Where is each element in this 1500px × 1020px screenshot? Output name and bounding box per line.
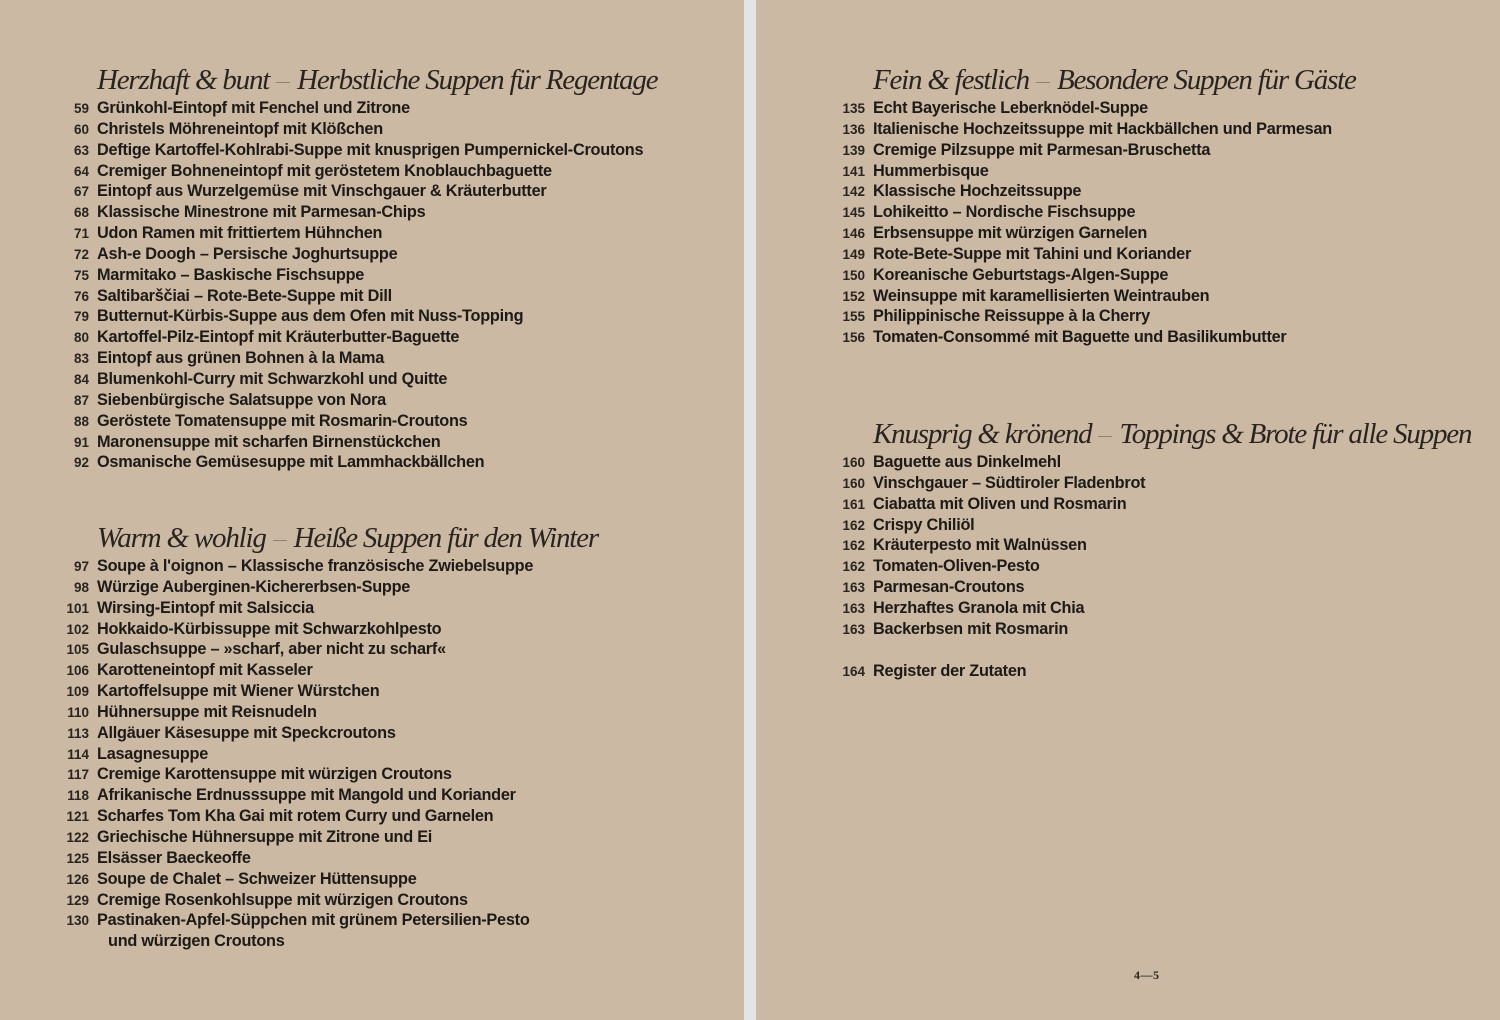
page-number: 163 xyxy=(842,621,865,637)
toc-entry xyxy=(97,931,533,952)
entry-title: Koreanische Geburtstags-Algen-Suppe xyxy=(873,265,1169,284)
toc-entry xyxy=(73,432,643,453)
page-number: 126 xyxy=(66,871,89,887)
toc-entry xyxy=(73,202,643,223)
entry-title: Tomaten-Consommé mit Baguette und Basilikumbutter xyxy=(873,328,1287,347)
toc-entry xyxy=(73,223,643,244)
entry-title: Backerbsen mit Rosmarin xyxy=(873,619,1069,638)
page-number: 101 xyxy=(66,600,89,616)
page-number: 80 xyxy=(73,330,89,346)
entry-title: Parmesan-Croutons xyxy=(873,578,1025,597)
page-number: 114 xyxy=(67,746,89,762)
toc-entry xyxy=(73,556,534,577)
section-title-sub: Heiße Suppen für den Winter xyxy=(293,522,598,554)
page-number: 106 xyxy=(66,663,89,679)
entry-title: Eintopf aus grünen Bohnen à la Mama xyxy=(97,349,385,368)
toc-entry xyxy=(66,827,533,848)
left-page xyxy=(0,0,744,1020)
toc-entry-list xyxy=(73,98,644,473)
entry-title: Deftige Kartoffel-Kohlrabi-Suppe mit knusprigen Pumpernickel-Croutons xyxy=(97,140,644,159)
entry-title: Herzhaftes Granola mit Chia xyxy=(873,598,1085,617)
page-number: 71 xyxy=(73,226,89,242)
toc-entry xyxy=(73,98,643,119)
page-number: 79 xyxy=(73,309,89,325)
toc-entry xyxy=(842,556,1145,577)
entry-title: Vinschgauer – Südtiroler Fladenbrot xyxy=(873,473,1146,492)
toc-entry xyxy=(842,98,1332,119)
entry-title: Cremige Pilzsuppe mit Parmesan-Bruschetta xyxy=(873,140,1211,159)
page-folio: 4—5 xyxy=(1134,968,1160,982)
entry-title: Register der Zutaten xyxy=(873,662,1027,680)
toc-entry xyxy=(66,619,533,640)
entry-title: Ash-e Doogh – Persische Joghurtsuppe xyxy=(97,244,398,263)
page-number: 84 xyxy=(73,371,89,387)
page-number: 163 xyxy=(842,580,865,596)
toc-entry xyxy=(842,327,1332,348)
entry-title: Karotteneintopf mit Kasseler xyxy=(97,661,313,680)
toc-entry xyxy=(73,286,643,307)
entry-title: Grünkohl-Eintopf mit Fenchel und Zitrone xyxy=(97,99,410,117)
toc-entry-list xyxy=(842,98,1332,348)
page-number: 113 xyxy=(67,725,89,741)
toc-entry xyxy=(842,265,1332,286)
page-number: 156 xyxy=(842,330,865,346)
entry-title: Gulaschsuppe – »scharf, aber nicht zu scharf« xyxy=(97,640,446,659)
page-number: 91 xyxy=(73,434,89,450)
entry-title: Hühnersuppe mit Reisnudeln xyxy=(97,702,317,721)
toc-entry xyxy=(842,494,1145,515)
title-dash xyxy=(273,540,287,541)
toc-entry xyxy=(67,764,533,785)
toc-entry xyxy=(66,806,533,827)
page-number: 83 xyxy=(73,351,89,367)
page-number: 110 xyxy=(67,704,89,720)
title-dash xyxy=(276,82,290,83)
toc-entry xyxy=(842,244,1332,265)
toc-entry xyxy=(842,181,1332,202)
entry-title: Christels Möhreneintopf mit Klößchen xyxy=(97,119,383,138)
toc-entry xyxy=(73,140,644,161)
section-title xyxy=(873,63,1356,97)
section-title-sub: Herbstliche Suppen für Regentage xyxy=(297,64,658,96)
entry-title: Italienische Hochzeitssuppe mit Hackbällchen und Parmesan xyxy=(873,119,1332,138)
page-number: 160 xyxy=(842,455,865,470)
entry-title: Baguette aus Dinkelmehl xyxy=(873,453,1061,471)
toc-entry xyxy=(842,306,1332,327)
section-title xyxy=(97,521,598,555)
toc-entry xyxy=(842,202,1332,223)
section-title xyxy=(873,417,1471,451)
entry-title: Maronensuppe mit scharfen Birnenstückchen xyxy=(97,432,441,451)
entry-title: und würzigen Croutons xyxy=(108,932,285,951)
entry-title: Ciabatta mit Oliven und Rosmarin xyxy=(873,494,1127,513)
toc-entry xyxy=(842,535,1145,556)
toc-entry xyxy=(842,598,1145,619)
entry-title: Eintopf aus Wurzelgemüse mit Vinschgauer & Kräuterbutter xyxy=(97,182,547,201)
toc-entry xyxy=(73,369,643,390)
section-title-main: Warm & wohlig xyxy=(97,522,266,554)
toc-entry xyxy=(66,848,533,869)
page-number: 136 xyxy=(842,121,865,137)
entry-title: Soupe à l'oignon – Klassische französische Zwiebelsuppe xyxy=(97,557,534,575)
entry-title: Udon Ramen mit frittiertem Hühnchen xyxy=(97,224,383,243)
page-number: 164 xyxy=(842,664,865,679)
entry-title: Lohikeitto – Nordische Fischsuppe xyxy=(873,203,1136,222)
entry-title: Klassische Minestrone mit Parmesan-Chips xyxy=(97,203,426,222)
toc-entry xyxy=(73,327,643,348)
page-number: 162 xyxy=(842,538,865,554)
entry-title: Hummerbisque xyxy=(873,161,989,180)
toc-entry xyxy=(842,661,1027,682)
page-number: 162 xyxy=(842,517,865,533)
page-number: 109 xyxy=(66,684,89,700)
toc-entry xyxy=(73,119,643,140)
toc-entry xyxy=(66,598,533,619)
toc-entry xyxy=(842,286,1332,307)
section-title xyxy=(97,63,657,97)
toc-entry xyxy=(66,890,533,911)
page-number: 150 xyxy=(842,267,865,283)
page-number: 139 xyxy=(842,142,865,158)
entry-title: Allgäuer Käsesuppe mit Speckcroutons xyxy=(97,723,396,742)
toc-entry xyxy=(67,744,533,765)
toc-entry xyxy=(842,161,1332,182)
page-number: 72 xyxy=(73,246,89,262)
entry-title: Siebenbürgische Salatsuppe von Nora xyxy=(97,390,386,409)
toc-entry xyxy=(73,306,643,327)
toc-entry xyxy=(73,411,643,432)
page-number: 163 xyxy=(842,600,865,616)
toc-entry xyxy=(73,390,643,411)
entry-title: Geröstete Tomatensuppe mit Rosmarin-Croutons xyxy=(97,411,468,430)
toc-entry xyxy=(73,265,643,286)
entry-title: Elsässer Baeckeoffe xyxy=(97,848,251,867)
page-number: 130 xyxy=(66,913,89,929)
title-dash xyxy=(1036,82,1050,83)
page-number: 149 xyxy=(842,246,865,262)
toc-entry xyxy=(66,869,533,890)
entry-title: Weinsuppe mit karamellisierten Weintrauben xyxy=(873,286,1210,305)
toc-entry xyxy=(842,452,1145,473)
entry-title: Echt Bayerische Leberknödel-Suppe xyxy=(873,99,1148,117)
page-number: 98 xyxy=(73,579,89,595)
toc-entry xyxy=(67,723,533,744)
section-title-sub: Toppings & Brote für alle Suppen xyxy=(1119,418,1472,450)
toc-entry xyxy=(67,702,533,723)
page-number: 160 xyxy=(842,475,865,491)
page-number: 76 xyxy=(73,288,89,304)
page-number: 135 xyxy=(842,101,865,116)
page-number: 75 xyxy=(73,267,89,283)
section-title-main: Fein & festlich xyxy=(873,64,1029,96)
entry-title: Würzige Auberginen-Kichererbsen-Suppe xyxy=(97,577,411,596)
entry-title: Blumenkohl-Curry mit Schwarzkohl und Quitte xyxy=(97,369,448,388)
book-gutter xyxy=(744,0,756,1020)
page-number: 125 xyxy=(66,850,89,866)
page-number: 142 xyxy=(842,184,865,200)
entry-title: Marmitako – Baskische Fischsuppe xyxy=(97,265,365,284)
toc-entry xyxy=(842,223,1332,244)
toc-entry xyxy=(73,181,643,202)
entry-title: Kartoffelsuppe mit Wiener Würstchen xyxy=(97,682,380,701)
entry-title: Philippinische Reissuppe à la Cherry xyxy=(873,307,1150,326)
page-number: 146 xyxy=(842,226,865,242)
entry-title: Cremige Karottensuppe mit würzigen Croutons xyxy=(97,765,452,784)
register-entry xyxy=(842,661,1027,682)
page-number: 63 xyxy=(73,142,89,158)
page-number: 105 xyxy=(66,642,89,658)
page-number: 59 xyxy=(73,101,89,116)
page-number: 97 xyxy=(73,559,89,574)
page-number: 92 xyxy=(73,455,89,471)
entry-title: Scharfes Tom Kha Gai mit rotem Curry und Garnelen xyxy=(97,807,494,826)
page-number: 117 xyxy=(67,767,89,783)
page-number: 145 xyxy=(842,205,865,221)
toc-entry xyxy=(66,660,533,681)
toc-entry xyxy=(66,639,533,660)
toc-entry xyxy=(842,473,1146,494)
page-number: 67 xyxy=(73,184,89,200)
page-number: 129 xyxy=(66,892,89,908)
toc-entry xyxy=(73,452,643,473)
title-dash xyxy=(1098,436,1112,437)
entry-title: Lasagnesuppe xyxy=(97,744,209,763)
toc-entry xyxy=(842,119,1332,140)
page-number: 87 xyxy=(73,392,89,408)
toc-entry xyxy=(66,681,533,702)
page-number: 121 xyxy=(66,809,89,825)
page-number: 102 xyxy=(66,621,89,637)
page-number: 141 xyxy=(842,163,865,179)
toc-entry xyxy=(67,785,533,806)
entry-title: Griechische Hühnersuppe mit Zitrone und Ei xyxy=(97,827,433,846)
toc-entry xyxy=(842,515,1145,536)
toc-entry-list xyxy=(842,452,1146,640)
entry-title: Cremiger Bohneneintopf mit geröstetem Knoblauchbaguette xyxy=(97,161,552,180)
entry-title: Butternut-Kürbis-Suppe aus dem Ofen mit Nuss-Topping xyxy=(97,307,524,326)
page-number: 161 xyxy=(842,496,865,512)
entry-title: Klassische Hochzeitssuppe xyxy=(873,182,1082,201)
page-number: 68 xyxy=(73,205,89,221)
entry-title: Osmanische Gemüsesuppe mit Lammhackbällchen xyxy=(97,453,485,472)
entry-title: Hokkaido-Kürbissuppe mit Schwarzkohlpesto xyxy=(97,619,442,638)
entry-title: Kräuterpesto mit Walnüssen xyxy=(873,536,1087,555)
entry-title: Saltibarščiai – Rote-Bete-Suppe mit Dill xyxy=(97,286,392,305)
entry-title: Kartoffel-Pilz-Eintopf mit Kräuterbutter-Baguette xyxy=(97,328,460,347)
section-title-sub: Besondere Suppen für Gäste xyxy=(1056,64,1356,96)
page-number: 88 xyxy=(73,413,89,429)
entry-title: Crispy Chiliöl xyxy=(873,515,975,534)
toc-entry xyxy=(842,140,1332,161)
page-number: 118 xyxy=(67,788,89,804)
entry-title: Erbsensuppe mit würzigen Garnelen xyxy=(873,224,1148,243)
entry-title: Cremige Rosenkohlsuppe mit würzigen Croutons xyxy=(97,890,468,909)
toc-entry xyxy=(842,619,1145,640)
entry-title: Afrikanische Erdnusssuppe mit Mangold und Koriander xyxy=(97,786,516,805)
toc-entry xyxy=(73,161,643,182)
toc-entry xyxy=(73,244,643,265)
entry-title: Soupe de Chalet – Schweizer Hüttensuppe xyxy=(97,869,417,888)
entry-title: Rote-Bete-Suppe mit Tahini und Koriander xyxy=(873,244,1192,263)
page-number: 64 xyxy=(73,163,89,179)
toc-entry xyxy=(73,348,643,369)
toc-entry xyxy=(73,577,533,598)
section-title-main: Knusprig & krönend xyxy=(873,418,1092,450)
right-page xyxy=(756,0,1500,1020)
page-number: 60 xyxy=(73,121,89,137)
entry-title: Wirsing-Eintopf mit Salsiccia xyxy=(97,598,314,617)
page-number: 152 xyxy=(842,288,865,304)
section-title-main: Herzhaft & bunt xyxy=(97,64,270,96)
page-number: 155 xyxy=(842,309,865,325)
page-number: 122 xyxy=(66,829,89,845)
toc-entry xyxy=(842,577,1145,598)
toc-entry xyxy=(66,910,533,931)
entry-title: Pastinaken-Apfel-Süppchen mit grünem Petersilien-Pesto xyxy=(97,911,530,930)
entry-title: Tomaten-Oliven-Pesto xyxy=(873,557,1040,576)
page-number: 162 xyxy=(842,559,865,575)
toc-entry-list xyxy=(66,556,534,952)
